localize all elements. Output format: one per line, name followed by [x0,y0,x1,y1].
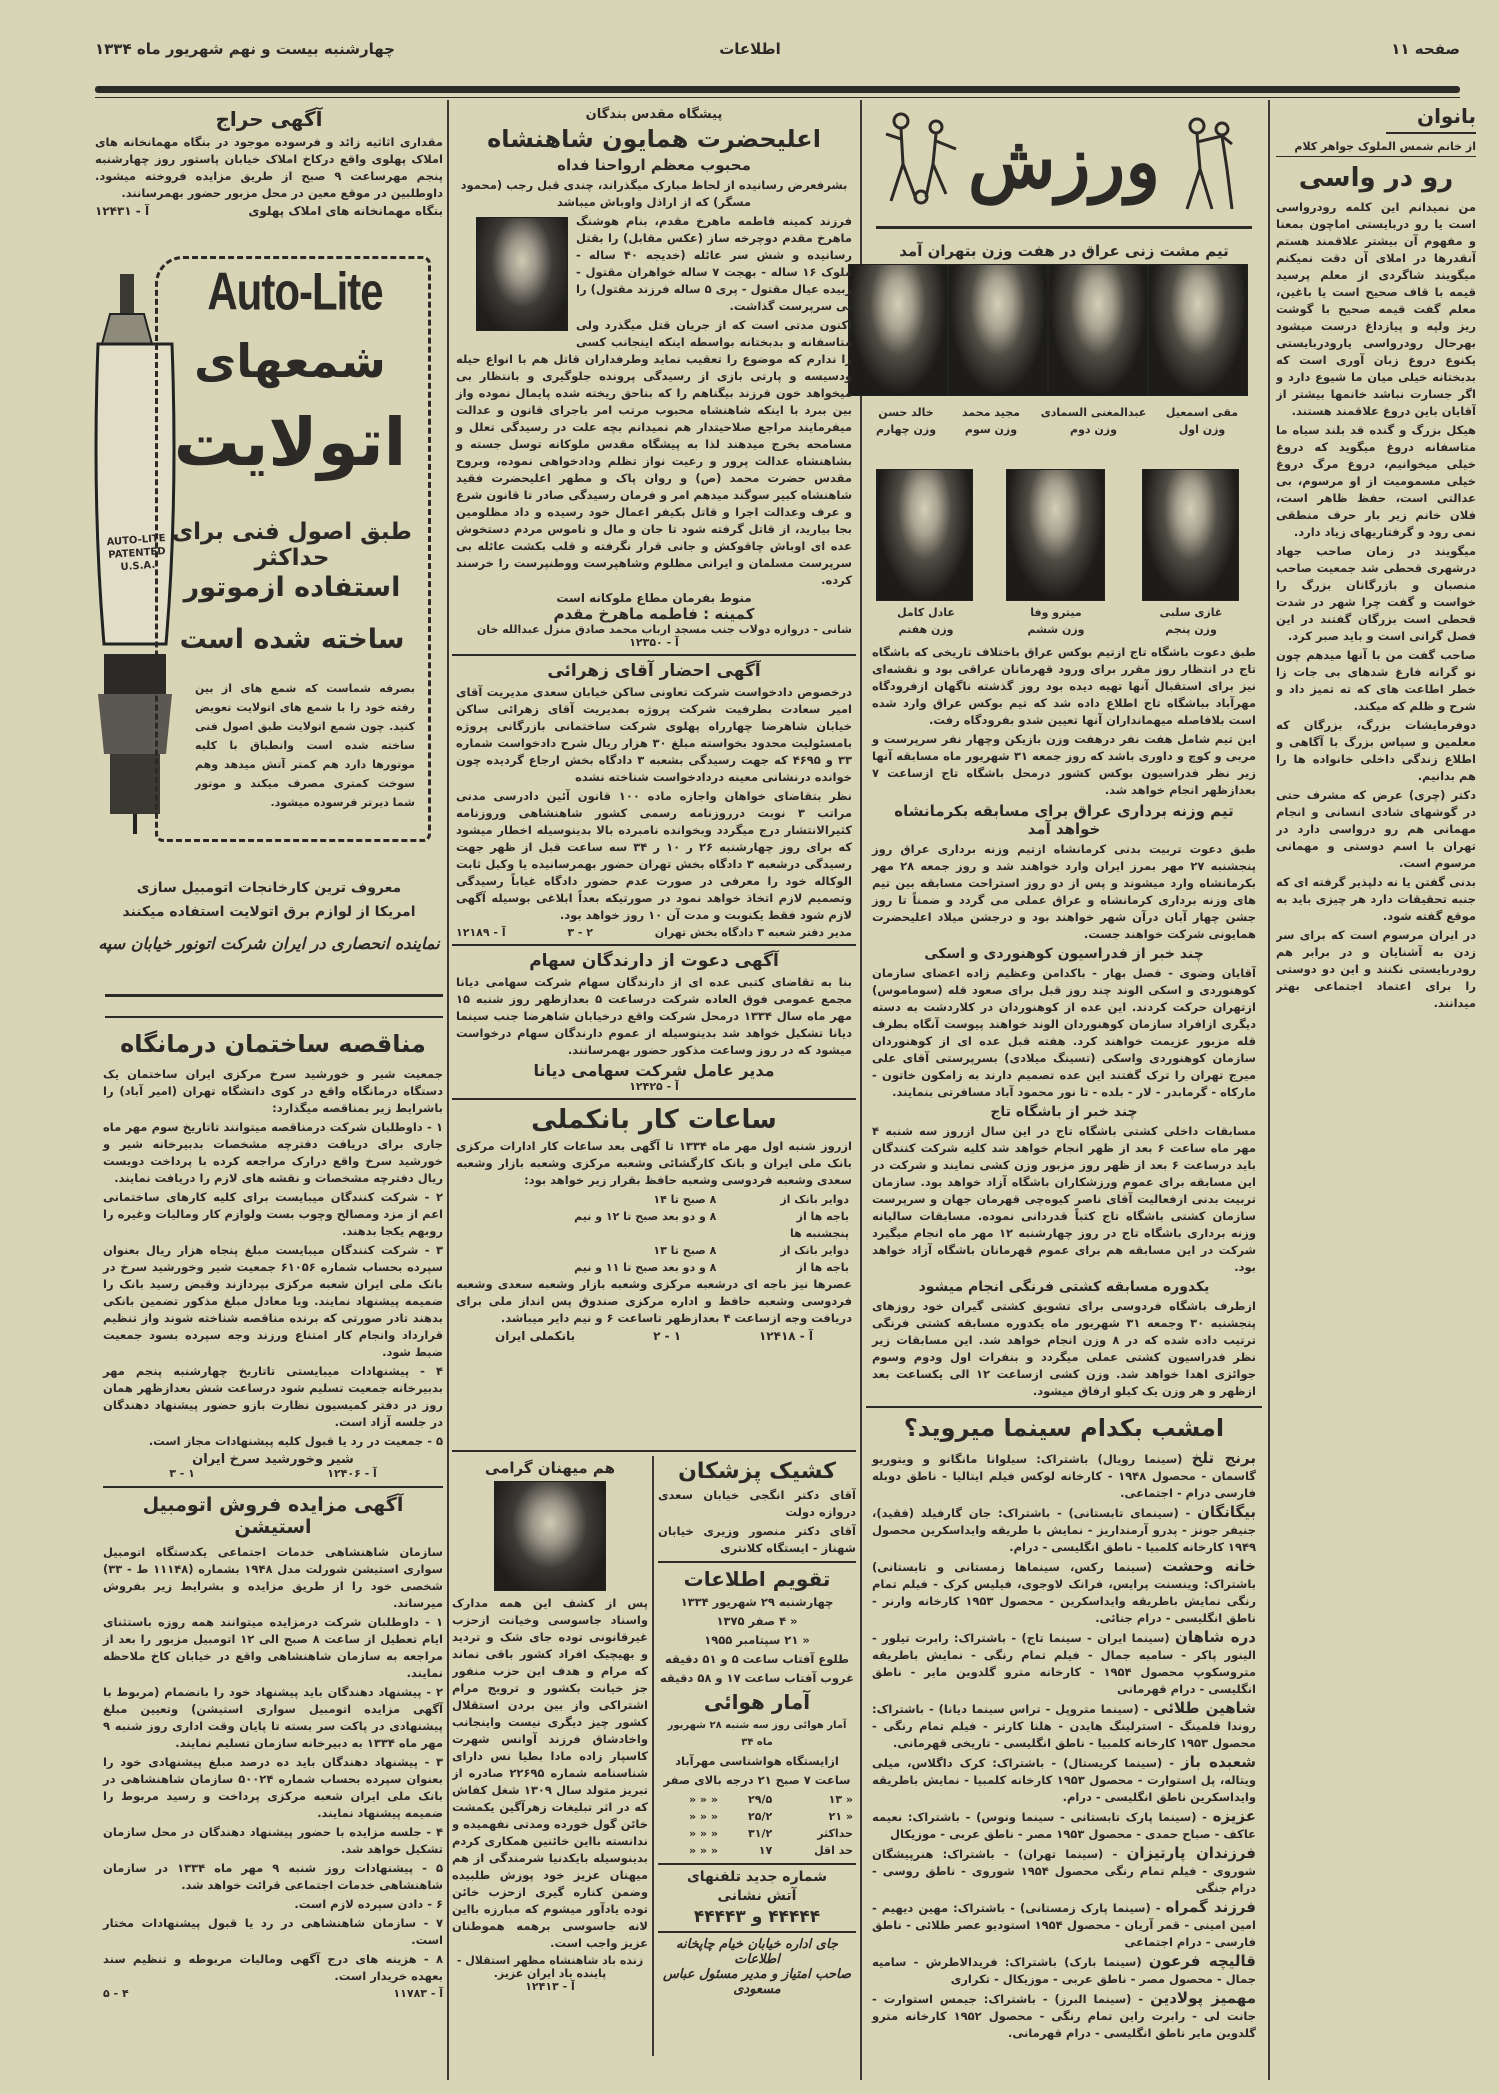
page-number: صفحه ۱۱ [1391,40,1460,58]
left-flow [103,1022,443,2082]
film-entry [872,1990,1256,2042]
row-value [456,1225,719,1242]
column-divider [860,100,862,2080]
masthead-title: اطلاعات [719,40,781,58]
paragraph: ۳ - پیشنهاد دهندگان باید ده درصد مبلغ پیشنهادی خود را بعنوان سپرده بحساب شماره ۵۰۰۲۴ سازمان شاهنشاهی در بانک ملی ایران شعبه مرکزی پرداخت و رسید مربوط را ضمیمه پیشنهاد نمایند. [103,1755,443,1820]
row-label: « ۱۳ [828,1793,853,1806]
weather-line: ازایستگاه هواشناسی مهرآباد [675,1754,839,1768]
ad-ref: آ - ۱۲۴۱۳ [525,1980,575,1993]
article-heading: چند خبر از باشگاه تاج [990,1104,1138,1120]
film-entry [872,1808,1256,1843]
film-info: - (سینما کریستال) - باشتراک: کرک داگلاس، میلی ویتاله، پل استوارت - محصول ۱۹۵۳ کارخانه کلمبیا - نمایش باطریقه وایداسکرین ناطق انگلیسی - درام. [872,1756,1256,1804]
imprint-line: جای اداره خیابان خیام چاپخانه اطلاعات [676,1937,838,1967]
boxer-weight: وزن اول [1178,423,1226,436]
paragraph: صاحب گفت من با آنها میدهم چون نو گرانه فارغ شدهای بی جات زا خطر اطاعت های که ته تمیز داد و شرح و ظلم که میکند. [1276,648,1476,713]
paragraph: ۲ - شرکت کنندگان میبایست برای کلیه کارهای ساختمانی اعم از مزد ومصالح وچوب بست ولوازم کار ومالیات وغیره را روبهم یکجا بدهند. [103,1190,443,1238]
bank-hours-ad [456,1105,852,1343]
column-divider [652,1456,654,2056]
boxer-photo [1148,264,1248,396]
film-title: قالیچه فرعون [1148,1952,1256,1970]
ad-ref: آ - ۱۲۴۱۸ [758,1329,814,1343]
film-info: (سینما بارک) باشتراک: فریدالاطرش - سامیه جمال - محصول مصر - ناطق عربی - موزیکال - تکراری [872,1955,1256,1986]
boxer-photo [1142,469,1239,601]
article-body [1276,199,1476,2079]
film-info: - (سینمای تابستانی) - باشتراک: جان گارفیلد (فقید)، جنیفر جونز - پدرو آرمنداریز - نمایش با طریقه وایداسکرین محصول ۱۹۴۹ کارخانه کلمبیا - ناطق انگلیسی - درام. [872,1506,1256,1554]
paragraph: ۱ - داوطلبان شرکت درمناقصه میتوانند تاتاریخ سوم مهر ماه جاری برای دریافت دفترچه مشخصات بدبیرخانه شیر و خورشید سرخ واقع درارک مراجعه کرده با پرداخت دویست ریال دفترچه مشخصات و نقشه های لازم را دریافت نمایند. [103,1120,443,1185]
middle-column [452,104,856,2084]
film-entry [872,1450,1256,1502]
left-column [95,104,443,2084]
ad-title: ساعات کار بانکملی [531,1105,777,1135]
section-rule [452,944,856,946]
film-entry [872,1629,1256,1698]
paragraph: طبق دعوت تربیت بدنی کرمانشاه ازتیم وزنه برداری عراق روز پنجشنبه ۲۷ مهر بمرز ایران وارد خواهند شد و روز جمعه ۲۸ مهر بکرمانشاه وارد میشوند و پس از دو روز استراحت مسابقه بین تیم های وزنه برداری کرمانشاه و عراق عملی می گردد و ضمناً تا روز جشن چهار آبان درآن شهر خواهند بود و درجشن میلاد اعلیحضرت همایونی شرکت خواهند جست. [872,842,1256,941]
film-info: - (سینما پارک زمستانی) - باشتراک: مهین دیهیم - امین امینی - قمر آریان - محصول ۱۹۵۴ استودیو عصر طلائی - ناطق فارسی - درام اجتماعی [872,1901,1256,1949]
film-info: (سینما ایران - سینما تاج) - باشتراک: رابرت تیلور - الینور پاکر - سامیه جمال - فیلم تمام رنگی - نمایش باطریقه متروسکوپ محصول ۱۹۵۴ - کارخانه مترو گلدوین مایر - ناطق انگلیسی - درام قهرمانی [872,1631,1256,1696]
ad-title: آگهی احضار آقای زهرائی [547,661,761,681]
table-row [658,1808,856,1825]
row-label: پنجشنبه ها [790,1227,849,1240]
petition [456,107,852,649]
boxer-caption [1036,404,1151,438]
section-rule [103,1486,443,1488]
calendar-line: طلوع آفتاب ساعت ۵ و ۵۱ دقیقه [665,1652,849,1666]
film-title: دره شاهان [1175,1628,1256,1646]
paragraph: سازمان شاهنشاهی خدمات اجتماعی یکدستگاه اتومبیل سواری استیشن شورلت مدل ۱۹۴۸ بشماره (۱۱۱۴۸ ط - ۳۳) شخصی خود را از طریق مزایده و بشرایط زیر بفروش میرساند. [103,1545,443,1610]
sports-logo [876,104,1252,229]
ad-signature: شیر وخورشید سرخ ایران [192,1452,354,1467]
ad-signature: بانکملی ایران [494,1329,576,1343]
portrait-photo [494,1481,606,1591]
plug-label: AUTO-LITE PATENTED U.S.A. [106,532,166,574]
film-title: خانه وحشت [1162,1557,1256,1575]
table-row [456,1191,852,1208]
tender-ad [103,1030,443,1480]
film-entry [872,1845,1256,1897]
ad-ref: آ - ۱۲۴۲۵ [629,1080,679,1093]
sports-headline: تیم مشت زنی عراق در هفت وزن بتهران آمد [899,242,1229,260]
table-row [658,1791,856,1808]
paragraph: فرزند کمینه فاطمه ماهرخ مقدم، بنام هوشنگ ماهرخ مقدم دوچرخه ساز (عکس مقابل) را بقتل رسانیده و شش سر عائله (خدیجه ۴۰ ساله - ملوک ۱۶ ساله - بهجت ۷ ساله خواهران مقتول - زبیده عیال مقتول - پری ۵ ساله فرزند مقتول) را بی سرپرست گذاشت. [576,214,853,313]
film-entry [872,1899,1256,1951]
women-column [1276,104,1476,2079]
row-label: باجه ها از [796,1210,849,1223]
boxer-caption [946,404,1036,438]
paragraph: ۲ - پیشنهاد دهندگان باید پیشنهاد خود را بانضمام (مربوط با آگهی مزایده اتومبیل سواری استیشن) وتعیین مبلغ پیشنهادی در پاکت سر بسته تا پایان وقت اداری روز شنبه ۹ مهر ماه ۱۳۳۴ به دبیرخانه سازمان تسلیم نمایند. [103,1685,443,1750]
imprint-line: صاحب امتیاز و مدیر مسئول عباس مسعودی [662,1967,852,1997]
calendar-title: تقویم اطلاعات [683,1567,831,1591]
boxer-photo [1048,264,1148,396]
ditto-marks: « « « [688,1827,718,1840]
paragraph: بشرفعرض رسانیده از لحاظ مبارک میگذراند، چندی قبل رجب (محمود مسگر) که از اراذل واوباش میباشد [460,178,848,209]
film-entry [872,1558,1256,1627]
ad-series: ۱ - ۳ [169,1467,195,1480]
table-row [456,1242,852,1259]
film-entry [872,1504,1256,1556]
ad-signature: مدیر دفتر شعبه ۳ دادگاه بخش تهران [654,926,852,939]
row-label: « ۲۱ [828,1810,853,1823]
petition-address: شانی - دروازه دولاب جنب مسجد ارباب محمد صادق منزل عبدالله خان [476,623,852,636]
section-rule [452,1098,856,1100]
row-value: ۲۵/۲ [748,1810,773,1823]
doctor-entry: آقای دکتر منصور وزیری خیابان شهناز - ایستگاه کلانتری [658,1524,856,1555]
paragraph: مقداری اثاثیه زائد و فرسوده موجود در بنگاه مهمانخانه های املاک پهلوی واقع درکاخ املاک خیابان پاستور روز چهارشنبه پنجم مهرساعت ۹ صبح از طریق مزایده فروخته میشود. داوطلبین در موقع معین در محل مزبور حضور بهمرسانند. [95,135,443,200]
petition-closing: منوط بفرمان مطاع ملوکانه است [556,591,752,605]
ad-title: آگهی مزایده فروش اتومبیل استیشن [142,1494,404,1538]
autolite-ad [95,254,443,994]
row-value: ۸ صبح تا ۱۴ [653,1193,717,1206]
ad-title: آگهی حراج [215,107,323,131]
headline-4: استفاده ازموتور [183,572,401,603]
fire-title: شماره جدید تلفنهای [686,1869,828,1885]
film-entry [872,1953,1256,1988]
weather-line: آمار هوائی روز سه شنبه ۲۸ شهریور ماه ۳۴ [667,1720,847,1748]
cinema-listings [872,1414,1256,2042]
film-info: - (سینما تهران) - باشتراک: هنرپیشگان شوروی - فیلم تمام رنگی محصول ۱۹۵۴ شوروی - ناطق روسی - درام جنگی [872,1847,1256,1895]
paragraph: مسابقات داخلی کشتی باشگاه تاج در این سال ازروز سه شنبه ۴ مهر ماه ساعت ۶ بعد از ظهر انجام خواهد شد کلیه شرکت کنندگان باید درساعت ۶ بعد از ظهر روز مزبور وزن کشی نمایند و شرکت در این مسابقه برای عموم ورزشکاران باشگاه آزاد خواهد بود. سازمان تربیت بدنی ازفعالیت آقای ناصر کیوه‌چی قهرمان جهان و سرپرست سازمان کشتی باشگاه تاج کتباً قدردانی نموده. مسابقات سالیانه وزنه برداری باشگاه تاج در روز چهارشنبه ۱۲ مهر ماه انجام میگیرد شرکت در این مسابقه هم برای عموم قهرمانان باشگاه آزاد خواهد بود. [872,1124,1257,1274]
paragraph: بنا به تقاضای کتبی عده ای از دارندگان سهام شرکت سهامی دیانا مجمع عمومی فوق العاده شرکت درساعت ۵ بعدازظهر روز شنبه ۱۵ مهر ماه سال ۱۳۳۴ درمحل شرکت واقع درخیابان شاهرضا جنب سینما دیانا تشکیل خواهد شد بدینوسیله از عموم دارندگان سهام درخواست میشود که در روز وساعت مذکور حضور بهمرسانند. [456,975,852,1057]
boxer-name: غازی سلبی [1159,606,1223,619]
film-title: فرزندان پارتیزان [1126,1844,1256,1862]
ad-tagline: امریکا از لوازم برق اتولایت استفاده میکنند [122,904,416,920]
boxer-caption [866,404,946,438]
issue-date: چهارشنبه بیست و نهم شهریور ماه ۱۳۳۴ [95,40,395,58]
table-row [456,1225,852,1242]
compatriots-ad [452,1456,648,2076]
film-title: شاهین طلائی [1153,1699,1257,1717]
portrait-photo [476,217,568,331]
film-info: (سینما رویال) باشتراک: سیلوانا مانگانو و ویتوریو گاسمان - محصول ۱۹۴۸ - کارخانه لوکس فیلم ایتالیا - ناطق دوبله فارسی درام - اجتماعی. [872,1452,1256,1500]
paragraph: عصرها نیز باجه ای درشعبه مرکزی وشعبه بازار وشعبه سعدی وشعبه فردوسی وشعبه حافظ و اداره مرکزی صندوق پس انداز ملی برای دریافت وجه ازساعت ۴ بعدازظهر تاساعت ۶ و نیم دایر میباشد. [456,1277,852,1325]
paragraph: دوفرمايشات بزرگ، بزرگان که معلمین و سپاس بزرگ با آگاهی و اطلاع زندگی داخلی خانواده ها را هم بدانیم. [1276,718,1476,783]
row-label: حد اقل [814,1844,853,1857]
row-label: حداکثر [817,1827,853,1840]
row-value: ۸ صبح تا ۱۳ [653,1244,717,1257]
table-row [456,1259,852,1276]
boxer-caption [871,604,981,638]
boxer-photo [876,469,973,601]
petition-subtitle: محبوب معظم ارواحنا فداه [557,156,751,174]
headline-1: شمعهای [194,334,386,388]
film-entry [872,1700,1256,1752]
petition-signature: کمینه : فاطمه ماهرخ مقدم [553,605,755,623]
boxer-caption [1001,604,1111,638]
row-value: ۸ و دو بعد صبح تا ۱۱ و نیم [574,1261,717,1274]
headline-3: طبق اصول فنی برای حداکثر [172,519,412,571]
petition-pre: پیشگاه مقدس بندگان [585,107,723,122]
ad-ref: آ - ۱۱۷۸۳ [393,1987,443,2000]
paragraph: ۶ - دادن سپرده لازم است. [294,1897,443,1911]
boxer-name: مقی اسمعیل [1165,406,1239,419]
film-title: برنج تلخ [1191,1449,1256,1467]
paragraph: ۴ - پیشنهادات میبایستی تاتاریخ چهارشنبه پنجم مهر بدبیرخانه جمعیت تسلیم شود درساعت شش بعدازظهر همان روز در دفتر کمیسیون نظارت بازو حضور پیشنهاد دهندگان در جلسه آزاد است. [103,1364,443,1429]
boxer-weight: وزن پنجم [1165,623,1217,636]
film-title: فرزند گمراه [1165,1898,1256,1916]
ad-series: ۴ - ۵ [103,1987,129,2000]
doctor-entry: آقای دکتر انگجی خیابان سعدی دروازه دولت [658,1488,856,1519]
ditto-marks: « « « [688,1844,718,1857]
football-players-illustration-icon [881,109,961,209]
sports-articles [872,644,1256,1400]
film-info: - (سینما پارک تابستانی - سینما ونوس) - باشتراک: نعیمه عاکف - صباح حمدی - محصول ۱۹۵۳ مصر - ناطق عربی - موزیکال [872,1810,1256,1841]
boxer-weight: وزن هفتم [898,623,954,636]
paragraph: درخصوص دادخواست شرکت تعاونی ساکن خیابان سعدی مدیریت آقای امیر سعادت بطرفیت شرکت پروژه بمدیریت آقای زهرائی ساکن خیابان شاهرضا چهارراه پهلوی شرکت ساختمانی بازرگانی پروژه بامسئولیت محدود بخواسته مبلغ ۳۰ هزار ریال شرح دادخواست شماره ۳۳ و ۴۶۹۵ که جهت رسیدگی بشعبه ۳ دادگاه بخش ارجاع گردیده چون خوانده درنشانی معینه دردادخواست شناخته نشده [456,685,853,784]
film-title: شعبده باز [1181,1753,1257,1771]
ad-title: مناقصه ساختمان درمانگاه [120,1030,426,1058]
paragraph: جمعیت شیر و خورشید سرخ مرکزی ایران ساختمان یک دستگاه درمانگاه واقع در کوی دانشگاه تهران (امیر آباد) را باشرایط زیر بمناقصه میگذارد: [103,1067,443,1115]
header-rule-thin [95,97,1460,98]
boxer-caption [1152,404,1252,438]
ad-series: ۲ - ۳ [567,926,593,939]
row-value: ۸ و دو بعد صبح تا ۱۲ و نیم [574,1210,717,1223]
section-rule [452,654,856,656]
film-title: بیگانگان [1197,1503,1256,1521]
boxer-weight: وزن چهارم [875,423,937,436]
weather-title: آمار هوائی [703,1690,811,1714]
boxer-photo [1006,469,1105,601]
ad-signature: مدیر عامل شرکت سهامی دیانا [533,1061,775,1080]
paragraph: ۱ - داوطلبان شرکت درمزایده میتوانند همه روزه باستثنای ایام تعطیل از ساعت ۸ صبح الی ۱۲ اتومبیل مزبور را بعد از مراجعه به سازمان شاهنشاهی واقع در خیابان کاخ ملاحظه نمایند. [103,1615,443,1680]
film-info: (سینما رکس، سینماها زمستانی و تابستانی) باشتراک: وینسنت پرایس، فرانک لاوجوی، فیلیس کرک - فیلم تمام رنگی نمایش باطریقه وایداسکرین - محصول ۱۹۵۳ کارخانه وارنر - ناطق انگلیسی - درام جنائی. [872,1560,1257,1625]
paragraph: ۵ - جمعیت در رد یا قبول کلیه پیشنهادات مجاز است. [148,1434,443,1448]
weather-table [658,1791,856,1859]
paragraph: ازروز شنبه اول مهر ماه ۱۳۳۴ تا آگهی بعد ساعات کار ادارات مرکزی بانک ملی ایران و بانک کارگشائی وشعبه مرکزی وشعبه بازار وشعبه سعدی وشعبه فردوسی وشعبه حافظ بقرار زیر خواهد بود: [456,1139,852,1187]
ad-series: ۱ - ۲ [653,1329,682,1343]
paragraph: اکنون مدتی است که از جریان قتل میگذرد ولی متاسفانه و بدبختانه بواسطه اینکه اینجانب کسی را ندارم که موضوع را تعقیب نماید وطرفداران قاتل هم با انواع حیله ودسیسه و پارتی بازی از رسیدگی پرونده جلوگیری و بانتظار بی میخواهد خون فرزند بیگناهم را که بناحق ریخته شده پایمال نموده واز بین ببرد با اینکه شاهنشاه محبوب مرتب امر باجرای قانون و عدالت میفرمایند مراجع صلاحیتدار هم نمیدانم بچه علت در رسیدگی تعلل و مسامحه بخرج میدهند لذا به پیشگاه مقدس ملوکانه توسل جسته و بشاهنشاه عدالت پرور و رعیت نواز تظلم ودادخواهی نموده، وبروح مقدس حضرت محمد (ص) و روان پاک و مطهر اعلیحضرت فقید شاهنشاه کبیر سوگند میدهم امر و فرمان رسیدگی صادر تا قانون شرع و عرف وعدالت اجرا و قاتل بکیفر اعمال خود رسیده و داد مظلومین بجا بیارید، از قاتل گرفته شود تا جان و مال و ناموس مردم دستخوش عده ای اوباش چاقوکش و جانی قرار نگرفته و قلب بکشت عائله بی سرپرست مسلمان و ایرانی مظلوم وشاهپرست ووطنپرست را خرسند کرده. [456,318,852,587]
logo-text: ورزش [967,119,1161,204]
boxer-name: عادل کامل [897,606,955,619]
boxer-photo [948,264,1048,396]
paragraph: هیکل بزرگ و گنده قد بلند سیاه ما متاسفانه دروغ میگوید که دروغ خیلی میخوانیم، دروغ مرگ دروغ خیلی مسمومیت از او مرسوم، بی عدالتی است، حفظ ظاهر است، فلان خانم زیر بار حرف منطقی نمی رود و گرفتاریهای زیاد دارد. [1276,423,1476,539]
paragraph: پس از کشف این همه مدارک واسناد جاسوسی وخیانت ازحزب غیرقانونی توده جای شک و تردید و بهیچیک افراد کشور باقی نماند که مرام و هدف این حزب منفور جز خیانت بکشور و ترویج مرام اشتراکی واز بین بردن استقلال کشور چیز دیگری نیست واینجانب واخادشاق فرزند آوانس شهرت کاسپار زاده مادا بطیا نس دارای شناسنامه شماره ۲۲۶۹۵ صادره از تبریز متولد سال ۱۳۰۹ شغل کفاش که در اثر تبلیغات زهرآگین یکمشت خائن گول خورده ومدتی نفهمیده و ندانسته بااین خائنین همکاری کردم بدینوسیله بایکدنیا شرمندگی از هم میهنان عزیز خود پوزش طلبیده وضمن کناره گیری ازحزب خائن توده یادآور میشوم که مبارزه بااین لانه جاسوسی برهمه هموطنان عزیز واجب است. [452,1596,648,1950]
ad-agent: نماینده انحصاری در ایران شرکت اتونور خیابان سپه [98,934,440,953]
boxer-photo [848,264,948,396]
row-value: ۱۷ [758,1844,773,1857]
article-heading: یکدوره مسابقه کشتی فرنگی انجام میشود [918,1279,1210,1295]
article-title: رو در واسی [1298,163,1454,193]
paragraph: ازطرف باشگاه فردوسی برای تشویق کشتی گیران خود روزهای پنجشنبه ۳۰ وجمعه ۳۱ شهریور ماه یکدوره مسابقه کشتی فرنگی ترتیب داده شده که در ۸ وزن انجام خواهد شد. این مسابقات زیر نظر فدراسیون کشتی عملی میگردد و بنفرات اول ودوم وسوم جوائزی اهدا خواهد شد. وزن کشی ازساعت ۱۲ الی یکساعت بعد ازظهر و هر وزن یک کیلو ارفاق میشود. [872,1299,1257,1398]
article-heading: تیم وزنه برداری عراق برای مسابقه بکرمانشاه خواهد آمد [894,802,1234,838]
ad-ref: آ - ۱۲۴۳۱ [95,204,150,218]
boxer-weight: وزن سوم [964,423,1018,436]
ad-ref: آ - ۱۲۳۵۰ [629,636,679,649]
paragraph: بدنی گفتن یا نه دلپذیر گرفته ای که جنبه تحقیقات دارد هر چیزی باید به موقع گفته شود. [1276,875,1476,923]
film-title: عزیزه [1212,1807,1256,1825]
calendar-line: چهارشنبه ۲۹ شهریور ۱۳۳۴ [680,1595,834,1609]
column-divider [447,100,449,2080]
ad-title: هم میهنان گرامی [484,1459,616,1477]
headline-5: ساخته شده است [179,624,405,655]
paragraph: این تیم شامل هفت نفر درهفت وزن بازیکن وچهار نفر سرپرست و مربی و کوچ و داوری باشد که روز جمعه ۳۱ شهریور ماه مسابقه آنها زیر نظر فدراسیون بوکس کشور درمحل باشگاه تاج ازساعت ۷ بعدازظهر انجام خواهد شد. [872,732,1256,797]
boxer-name: عبدالمغنی السمادی [1040,406,1147,419]
boxer-weight: وزن دوم [1070,423,1117,436]
section-rule [452,1450,856,1452]
sports-column [866,104,1262,2084]
boxer-name: خالد حسن [878,406,934,419]
boxer-weight: وزن ششم [1027,623,1085,636]
calendar-line: غروب آفتاب ساعت ۱۷ و ۵۸ دقیقه [659,1671,855,1685]
film-info: - (سینما البرز) - باشتراک: جیمس استوارت - جانت لی - رابرت راین تمام رنگی - محصول ۱۹۵۲ کارخانه مترو گلدوین مایر ناطق انگلیسی - درام قهرمانی. [872,1992,1256,2040]
ad-tagline: معروف ترین کارخانجات اتومبیل سازی [136,880,402,896]
paragraph: ۸ - هزینه های درج آگهی ومالیات مربوطه و تنظیم سند بعهده خریدار است. [103,1952,443,1983]
paragraph: نظر بتقاضای خواهان واجازه ماده ۱۰۰ قانون آئین دادرسی مدنی مراتب ۳ نوبت درروزنامه رسمی کشور شاهنشاهی وروزنامه کثیرالانتشار درج میگردد وبخوانده نامبرده بالا بدینوسیله اخطار میشود که برای روز چهارشنبه ۲۶ ر ۱۰ ر ۳۴ سه ساعت قبل از ظهر جهت رسیدگی درشعبه ۳ دادگاه بخش تهران حضور بهمرسانیده یا وکیل ثابت الوکاله خود را معرفی در صورت عدم حضور دادگاه غیاباً رسیدگی وتصمیم لازم اتخاذ خواهد نمود در صورتیکه بعداً ابلاغی بوسیله آگهی لازم شود فقط یکنوبت و مدت آن ۱۰ روز خواهد بود. [456,789,853,922]
ad-closing: زنده باد شاهنشاه مظهر استقلال - پاینده باد ایران عزیز. [456,1954,644,1980]
ditto-marks: « « « [688,1810,718,1823]
paragraph: طبق دعوت باشگاه تاج ازتیم بوکس عراق باختلاف تاریخی که باشگاه تاج در انتظار روز مقرر برای ورود قهرمانان عراقی بود و نقشه‌ای نیز برای استقبال آنها تهیه دیده بود روز گذشته ناگهان ازفرودگاه مهرآباد بباشگاه تاج اطلاع داده شد که تیم بوکس عراق وارد شده است بلافاصله میهمانداران آنها تعیین شدو بفرودگاه رفت. [872,645,1256,727]
calendar-line: « ۲۱ سپتامبر ۱۹۵۵ [704,1633,810,1647]
brand-name: Auto-Lite [207,262,383,321]
paragraph: ۵ - پیشنهادات روز شنبه ۹ مهر ماه ۱۳۳۴ در سازمان شاهنشاهی خدمات اجتماعی قرائت خواهد شد. [103,1861,444,1892]
boxer-name: میترو وفا [1030,606,1082,619]
section-title: بانوان [1386,104,1476,134]
fire-subtitle: آتش نشانی [717,1888,797,1904]
headline-2: اتولایت [173,404,407,481]
auction-ad [95,104,443,244]
film-info: - (سینما متروپل - تراس سینما دیانا) - باشتراک: روندا فلمینگ - استرلینگ هایدن - هلنا کارتر - فیلم تمام رنگی - محصول ۱۹۵۳ کارخانه کلمبیا - ناطق انگلیسی - تاریخی قهرمانی. [872,1702,1256,1750]
cinema-title: امشب بکدام سینما میروید؟ [903,1414,1225,1442]
table-row [658,1842,856,1859]
ad-body: بصرفه شماست که شمع های از بین رفته خود را با شمع های اتولایت تعویض کنید. چون شمع اتولایت طبق اصول فنی ساخته شده است وانطباق با کلیه موتورها دارد هم کمتر آتش میدهد وهم سوخت کمتری مصرف میکند و موتور شما دیرتر فرسوده میشود. [195,682,415,809]
paragraph: میگویند در زمان صاحب جهاد درشهری قحطی شد جمعیت صاحب منصبان و بازرگانان بزرگ را خواست و گفت چرا شهر در شدت قحطی است بزرگان گفتند در این فصل گرانی است و باید صبر کرد. [1276,544,1476,643]
header-rule [95,86,1460,93]
paragraph: ۳ - شرکت کنندگان میبایست مبلغ پنجاه هزار ریال بعنوان سپرده بحساب شماره ۶۱۰۵۶ جمعیت شیر وخورشید سرخ در بانک ملی ایران شعبه مرکزی بپردازند وقبض رسید بانک را ضمیمه پیشنهاد نمایند. ویا معادل مبلغ مذکور تضمین بانکی بدهند تادر صورتی که برنده مناقصه شناخته شوند واز تنظیم قرارداد وانجام کار امتناع ورزند وجه سپرده بسود جمعیت ضبط شود. [103,1243,443,1359]
doctors-title: کشیک پزشکان [678,1459,836,1484]
fire-numbers: ۴۴۴۴۴ و ۴۴۴۴۳ [693,1907,821,1927]
info-boxes [658,1456,856,2076]
article-author: از خانم شمس الملوک جواهر کلام [1276,140,1476,157]
column-divider [1268,100,1270,2080]
sports-flow [872,644,1256,2074]
petition-title: اعلیحضرت همایون شاهنشاه [487,125,821,153]
middle-flow [456,104,852,1450]
shareholders-ad [456,951,852,1093]
row-label: دوایر بانک از [780,1193,849,1206]
boxers-illustration-icon [1172,114,1242,214]
section-rule [105,994,443,997]
ad-signature: بنگاه مهمانخانه های املاک پهلوی [248,204,443,218]
row-label: باجه ها از [796,1261,849,1274]
section-rule [105,1016,443,1018]
paragraph: آقایان وضوی - فصل بهار - باکدامن وعظیم زاده اعضای سازمان کوهنوردی و اسکی الوند چند روز قبل برای صعود قله (سوماموس) ازتهران حرکت کردند. این عده از کوهنوردان در کلاردشت به دسته دیگری ازافراد سازمان کوهنوردان الوند خواهند پیوست آنگاه بطرف قله مزبور عزیمت خواهند کرد. هفته قبل عده ای از کوهنوردان سازمان کوهنوردی واسکی (تسینگ میلادی) بسرپرستی آقای علی میرج تهران را ترک گفتند این عده تصمیم دارند به زامکون خاتون - مارکاه - گرمابدر - لار - بلده - تا نور محمود آباد مسافرتی بنمایند. [872,966,1256,1099]
ad-footer [456,926,852,939]
paragraph: در ایران مرسوم است که برای سر زدن به آشنایان و در برابر هم رودربایستی نکنند و این دو دوستی را برای اعتماد اجتماعی بهتر میدانند. [1276,928,1476,1010]
hours-table [456,1191,852,1276]
ad-title: آگهی دعوت از دارندگان سهام [529,951,779,971]
table-row [456,1208,852,1225]
row-value: ۲۹/۵ [748,1793,773,1806]
paragraph: ۷ - سازمان شاهنشاهی در رد یا قبول پیشنهادات مختار است. [103,1916,443,1947]
summons-ad [456,661,852,939]
ditto-marks: « « « [688,1793,718,1806]
row-value: ۳۱/۲ [748,1827,773,1840]
weather-line: ساعت ۷ صبح ۲۱ درجه بالای صفر [663,1773,851,1787]
ad-ref: آ - ۱۲۴۰۶ [327,1467,377,1480]
table-row [658,1825,856,1842]
boxer-name: مجید محمد [962,406,1020,419]
car-auction-ad [103,1494,443,2000]
ad-ref: آ - ۱۲۱۸۹ [456,926,506,939]
film-title: مهمیز پولادین [1150,1989,1256,2007]
paragraph: ۴ - جلسه مزایده با حضور پیشنهاد دهندگان در محل سازمان تشکیل خواهد شد. [103,1825,443,1856]
boxer-caption [1136,604,1246,638]
calendar-line: « ۴ صفر ۱۳۷۵ [716,1614,798,1628]
film-entry [872,1754,1256,1806]
row-label: دوایر بانک از [780,1244,849,1257]
section-rule [866,1406,1262,1408]
article-heading: چند خبر از فدراسیون کوهنوردی و اسکی [924,946,1204,962]
paragraph: من نمیدانم این کلمه رودرواسی است یا رو دربایستی اماچون بمعنا و مفهوم آن بیشتر علاقمند هستم آنقدرها در املای آن دقت نمیکنم میگویند شاگردی از معلم پرسید قیمه با قاف صحیح است یا باغین، معلم گفت قیمه صحیح با گوشت ریز ولپه و پیازداغ درست میشود بهرحال رودرواسی یارودربایستی یکنوع دروغ زبان آوری است که بدبختانه خیلی میان ما شیوع دارد و اگر جسارت نباشد خانمها بیشتر از آقایان باین دروغ علاقمند هستند. [1276,200,1476,418]
paragraph: دکتر (چری) عرض که مشرف حتی در گوشهای شادی انسانی و انجام مهمانی هم رو درواسی دارد در تهران با اسم دوستی و مهمانی مرسوم است. [1276,788,1476,870]
